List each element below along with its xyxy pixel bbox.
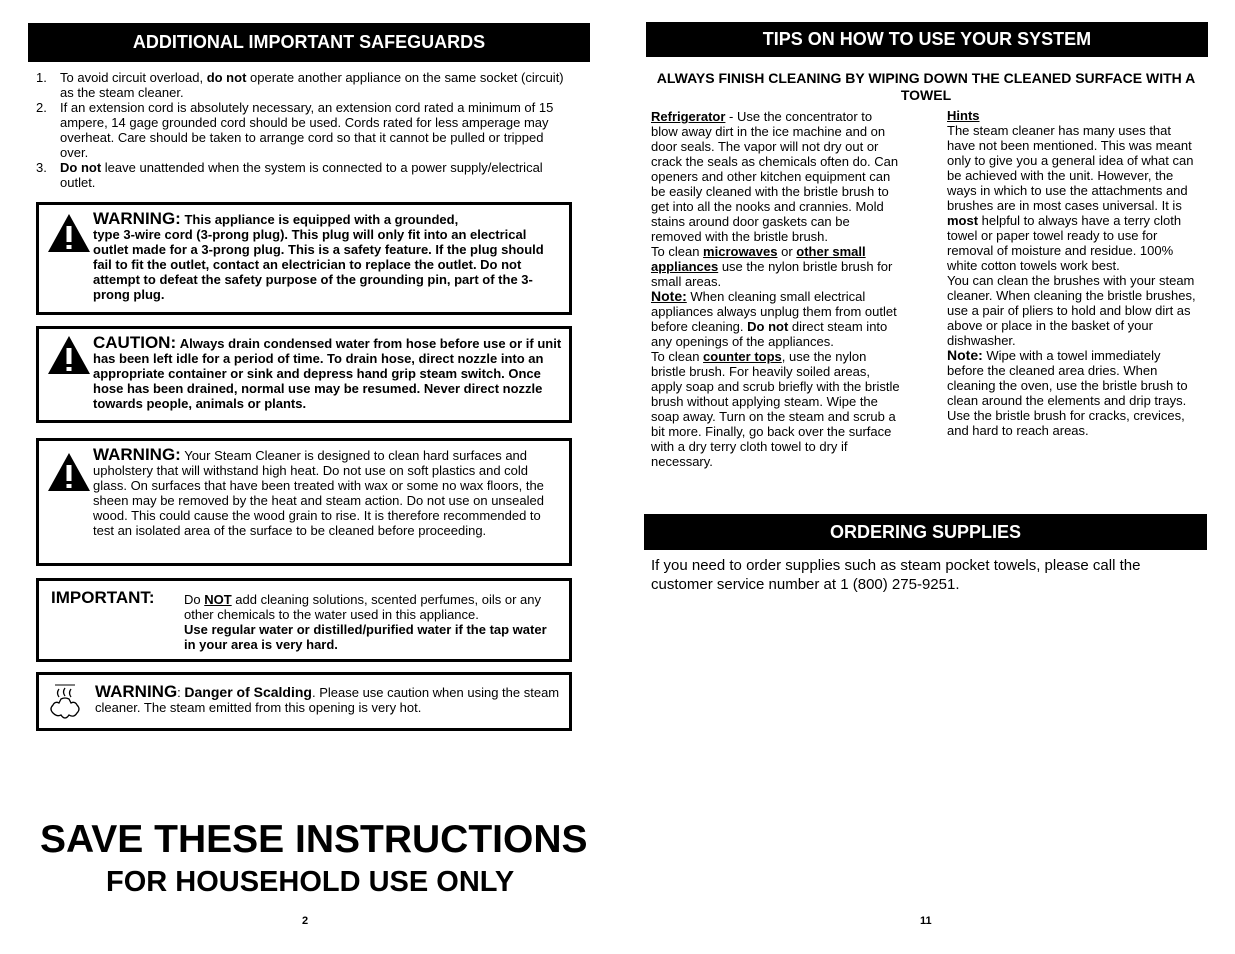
scalding-subtitle: Danger of Scalding bbox=[184, 684, 312, 700]
caution-box bbox=[36, 326, 572, 423]
hints-text: The steam cleaner has many uses that have not been mentioned. This was meant only to give you a general idea of what can be achieved with the unit. However, the ways in which to use the attachments and brushes are in most cases universal. It is most helpful to always have a terry cloth towel or paper towel ready to use for removal of moisture and residue. 100% white cotton towels work best. bbox=[947, 123, 1194, 273]
warning-triangle-icon bbox=[47, 452, 91, 492]
list-number: 1. bbox=[36, 70, 47, 85]
warning-lead: This appliance is equipped with a grounded, bbox=[184, 212, 459, 227]
list-item bbox=[36, 160, 566, 190]
important-box bbox=[36, 578, 572, 662]
safeguards-header-text: ADDITIONAL IMPORTANT SAFEGUARDS bbox=[132, 32, 486, 52]
counter-tip: To clean counter tops, use the nylon bristle brush. For heavily soiled areas, apply soap and scrub briefly with the bristle brush without applying steam. Wipe the soap away. Turn on the steam and scrub a bit more. Finally, go back over the surface with a dry terry cloth towel to dry if necessary. bbox=[651, 349, 900, 469]
warning-surfaces-text bbox=[93, 447, 553, 538]
page-number-left: 2 bbox=[302, 915, 309, 927]
warning-grounded-text bbox=[93, 211, 563, 302]
page-number-right: 11 bbox=[920, 915, 932, 927]
brush-cleaning-tip: You can clean the brushes with your steam cleaner. When cleaning the bristle brushes, use a pair of pliers to hold and blow dirt as above or place in the basket of your dishwasher. bbox=[947, 273, 1196, 348]
safeguards-list bbox=[36, 70, 566, 190]
tips-header-text: TIPS ON HOW TO USE YOUR SYSTEM bbox=[762, 29, 1092, 49]
ordering-text: If you need to order supplies such as steam pocket towels, please call the customer service number at 1 (800) 275-9251. bbox=[651, 557, 1141, 593]
warning-body: . Please use caution when using the steam cleaner. The steam emitted from this opening is very hot. bbox=[95, 685, 560, 715]
ordering-header bbox=[644, 514, 1207, 550]
important-text: Do NOT add cleaning solutions, scented perfumes, oils or any other chemicals to the water used in this appliance. Use regular water or distilled/purified water if the tap water in your area is very hard. bbox=[184, 592, 547, 652]
hints-label: Hints bbox=[947, 108, 980, 123]
hot-steam-icon bbox=[47, 681, 83, 723]
warning-label: WARNING: bbox=[93, 445, 181, 464]
warning-label: WARNING: bbox=[93, 209, 181, 228]
save-instructions-title: SAVE THESE INSTRUCTIONS bbox=[40, 818, 588, 861]
warning-triangle-icon bbox=[47, 213, 91, 253]
oven-note: Note: Wipe with a towel immediately before the cleaned area dries. When cleaning the oven, use the bristle brush to clean around the elements and drip trays. Use the bristle brush for cracks, crevices, and hard to reach areas. bbox=[947, 347, 1188, 438]
important-label: IMPORTANT: bbox=[51, 588, 155, 607]
scalding-warning-box bbox=[36, 672, 572, 731]
list-text: If an extension cord is absolutely necessary, an extension cord rated a minimum of 15 ampere, 14 gage grounded cord should be used. Cords rated for less amperage may overheat. Care should be taken to arrange cord so that it cannot be pulled or tripped over. bbox=[60, 100, 554, 160]
warning-grounded-box bbox=[36, 202, 572, 315]
warning-surfaces-box bbox=[36, 438, 572, 566]
warning-body: Your Steam Cleaner is designed to clean hard surfaces and upholstery that will withstand high heat. Do not use on soft plastics and cold glass. On surfaces that have been treated with wax or some no wax floors, the sheen may be removed by the heat and steam action. Do not use on unsealed wood. This could cause the wood grain to rise. It is therefore recommended to test an isolated area of the surface to be cleaned before proceeding. bbox=[93, 448, 544, 538]
safeguards-header bbox=[28, 23, 590, 62]
list-text: Do not leave unattended when the system is connected to a power supply/electrical outlet. bbox=[60, 160, 543, 190]
appliance-note: Note: When cleaning small electrical appliances always unplug them from outlet before cleaning. Do not direct steam into any openings of the appliances. bbox=[651, 288, 897, 349]
microwave-tip: To clean microwaves or other small appliances use the nylon bristle brush for small areas. bbox=[651, 244, 893, 289]
warning-triangle-icon bbox=[47, 335, 91, 375]
household-use-title: FOR HOUSEHOLD USE ONLY bbox=[106, 866, 515, 898]
tips-column-right bbox=[947, 108, 1199, 438]
caution-text bbox=[93, 335, 565, 411]
caution-body: Always drain condensed water from hose before use or if unit has been left idle for a period of time. To drain hose, direct nozzle into an appropriate container or sink and depress hand grip steam switch. Once hose has been drained, normal use may be resumed. Never direct nozzle towards people, animals or plants. bbox=[93, 336, 562, 411]
list-text: To avoid circuit overload, do not operate another appliance on the same socket (circuit) as the steam cleaner. bbox=[60, 70, 564, 100]
tips-subheading: ALWAYS FINISH CLEANING BY WIPING DOWN THE CLEANED SURFACE WITH A TOWEL bbox=[656, 70, 1196, 103]
warning-label: WARNING bbox=[95, 682, 178, 701]
warning-body: type 3-wire cord (3-prong plug). This plug will only fit into an electrical outlet made for a 3-prong plug. This is a safety feature. If the plug should fail to fit the outlet, contact an electrician to replace the outlet. Do not attempt to defeat the safety purpose of the grounding pin, part of the 3-prong plug. bbox=[93, 227, 544, 302]
scalding-warning-text: WARNING: Danger of Scalding. Please use caution when using the steam cleaner. The steam emitted from this opening is very hot. bbox=[95, 682, 560, 715]
list-number: 3. bbox=[36, 160, 47, 175]
list-item bbox=[36, 70, 566, 100]
ordering-header-text: ORDERING SUPPLIES bbox=[829, 521, 1022, 542]
tips-header bbox=[646, 22, 1208, 57]
tips-column-left bbox=[651, 109, 901, 469]
list-item bbox=[36, 100, 566, 160]
refrigerator-tip: Refrigerator - Use the concentrator to blow away dirt in the ice machine and on door seals. The vapor will not dry out or crack the seals as chemicals often do. Can openers and other kitchen equipment can be easily cleaned with the bristle brush to get into all the nooks and crannies. Mold stains around door gaskets can be removed with the bristle brush. bbox=[651, 109, 899, 244]
caution-label: CAUTION: bbox=[93, 333, 177, 352]
list-number: 2. bbox=[36, 100, 47, 115]
